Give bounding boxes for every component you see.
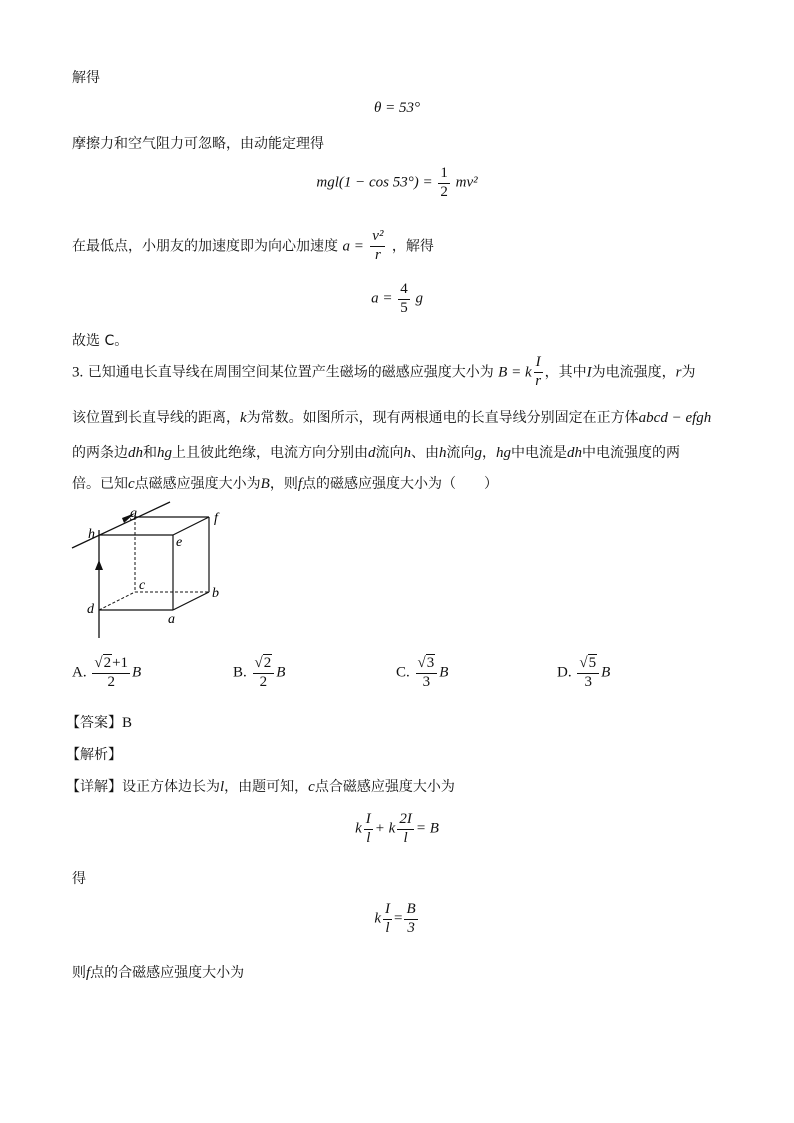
equation-result: k $\frac{I}{l}$ = $\frac{B}{3}$ xyxy=(374,901,416,936)
equation-a: a = $\frac{4}{5}$ g xyxy=(371,281,423,316)
label-g: g xyxy=(130,506,137,521)
question-line-3: 的两条边dh和hg上且彼此绝缘，电流方向分别由d流向h、由h流向g，hg中电流是dh中电流强度的两 xyxy=(72,445,680,461)
analysis-tag: 【解析】 xyxy=(66,747,122,763)
wire-hg xyxy=(72,502,170,548)
text-choose: 故选 C。 xyxy=(72,333,129,349)
label-h: h xyxy=(88,527,95,542)
option-c[interactable]: C. $\frac{√3}{3}$ B xyxy=(396,655,449,690)
option-a[interactable]: A. $\frac{√2+1}{2}$ B xyxy=(72,655,142,690)
label-a: a xyxy=(168,612,175,627)
question-line-4: 倍。已知c点磁感应强度大小为B，则f点的磁感应强度大小为（ ） xyxy=(72,476,499,492)
label-f: f xyxy=(214,511,218,526)
text-final: 则f点的合磁感应强度大小为 xyxy=(72,965,245,981)
question-line-1: 3. 已知通电长直导线在周围空间某位置产生磁场的磁感应强度大小为 B = k $\frac{I}{r}$ ，其中I为电流强度，r为 xyxy=(72,354,696,389)
text-de: 得 xyxy=(72,871,86,887)
equation-theta: θ = 53° xyxy=(374,100,420,116)
answer: 【答案】B xyxy=(66,715,133,731)
text-jiede: 解得 xyxy=(72,70,100,86)
label-c: c xyxy=(139,578,146,593)
cube-diagram xyxy=(64,498,234,644)
question-line-2: 该位置到长直导线的距离，k为常数。如图所示，现有两根通电的长直导线分别固定在正方体abcd − efgh xyxy=(72,410,712,426)
current-arrow-dh-icon xyxy=(95,560,103,570)
text-friction: 摩擦力和空气阻力可忽略，由动能定理得 xyxy=(72,136,324,152)
option-b[interactable]: B. $\frac{√2}{2}$ B xyxy=(233,655,286,690)
label-e: e xyxy=(176,535,183,550)
label-b: b xyxy=(212,586,219,601)
equation-sum: k $\frac{I}{l}$ + k $\frac{2I}{l}$ = B xyxy=(355,811,439,846)
detail-line: 【详解】设正方体边长为l，由题可知，c点合磁感应强度大小为 xyxy=(66,779,455,795)
text-lowest-point: 在最低点，小朋友的加速度即为向心加速度 a = $\frac{\text{v²}}{r}$ ，解得 xyxy=(72,228,434,263)
option-d[interactable]: D. $\frac{√5}{3}$ B xyxy=(557,655,611,690)
equation-energy: mgl(1 − cos 53°) = $\frac{1}{2}$ mv² xyxy=(316,165,478,200)
label-d: d xyxy=(87,602,94,617)
